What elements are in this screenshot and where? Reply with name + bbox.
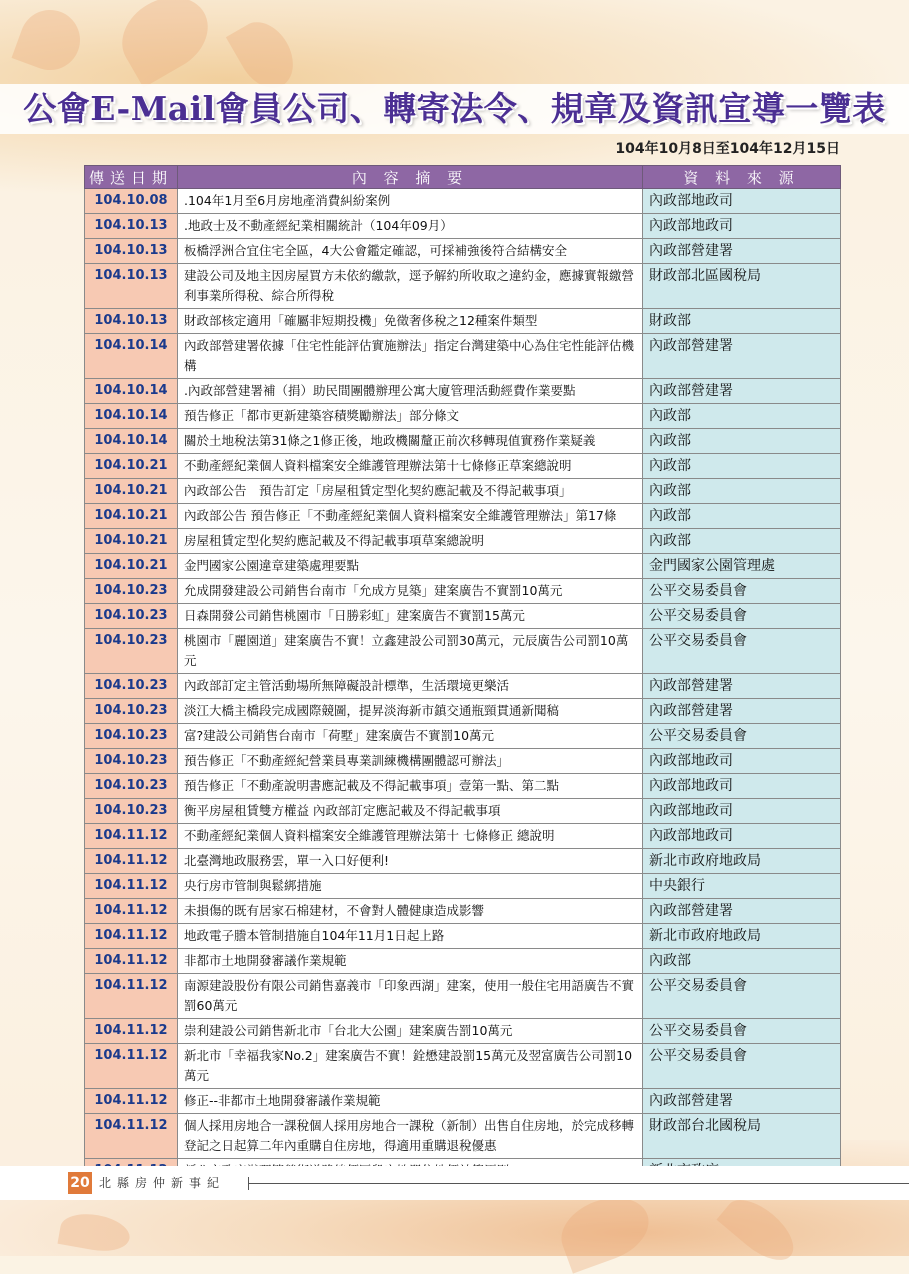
table-row xyxy=(85,874,841,899)
cell-date: 104.10.21 xyxy=(85,504,178,529)
table-row xyxy=(85,1089,841,1114)
cell-content: 新北市「幸福我家No.2」建案廣告不實！銓懋建設罰15萬元及翌富廣告公司罰10萬元 xyxy=(178,1044,643,1089)
cell-date: 104.10.13 xyxy=(85,264,178,309)
cell-source: 新北市政府地政局 xyxy=(643,924,841,949)
cell-source: 內政部地政司 xyxy=(643,799,841,824)
cell-content: .內政部營建署補（捐）助民間團體辦理公寓大廈管理活動經費作業要點 xyxy=(178,379,643,404)
table-row xyxy=(85,264,841,309)
cell-content: 不動產經紀業個人資料檔案安全維護管理辦法第十 七條修正 總說明 xyxy=(178,824,643,849)
table-row xyxy=(85,724,841,749)
cell-content: 房屋租賃定型化契約應記載及不得記載事項草案總說明 xyxy=(178,529,643,554)
cell-content: 內政部公告 預告修正「不動產經紀業個人資料檔案安全維護管理辦法」第17條 xyxy=(178,504,643,529)
bulletin-table xyxy=(84,165,841,1184)
cell-content: 崇利建設公司銷售新北市「台北大公園」建案廣告罰10萬元 xyxy=(178,1019,643,1044)
cell-source: 內政部 xyxy=(643,504,841,529)
table-row xyxy=(85,849,841,874)
cell-date: 104.11.12 xyxy=(85,1019,178,1044)
cell-source: 內政部地政司 xyxy=(643,824,841,849)
cell-content: 預告修正「不動產經紀營業員專業訓練機構團體認可辦法」 xyxy=(178,749,643,774)
cell-source: 公平交易委員會 xyxy=(643,1044,841,1089)
cell-source: 公平交易委員會 xyxy=(643,604,841,629)
cell-content: 建設公司及地主因房屋買方未依約繳款，逕予解約所收取之違約金，應據實報繳營利事業所得稅、綜合所得稅 xyxy=(178,264,643,309)
cell-date: 104.10.23 xyxy=(85,629,178,674)
cell-date: 104.11.12 xyxy=(85,1114,178,1159)
cell-content: 北臺灣地政服務雲，單一入口好便利! xyxy=(178,849,643,874)
table-row xyxy=(85,554,841,579)
cell-source: 新北市政府地政局 xyxy=(643,849,841,874)
cell-source: 內政部地政司 xyxy=(643,189,841,214)
cell-content: 富?建設公司銷售台南市「荷墅」建案廣告不實罰10萬元 xyxy=(178,724,643,749)
header-date: 傳送日期 xyxy=(85,166,178,189)
table-row xyxy=(85,774,841,799)
date-range: 104年10月8日至104年12月15日 xyxy=(615,141,840,157)
page-number: 20 xyxy=(68,1172,92,1194)
cell-source: 內政部地政司 xyxy=(643,774,841,799)
table-header-row xyxy=(85,166,841,189)
cell-date: 104.10.14 xyxy=(85,334,178,379)
cell-source: 公平交易委員會 xyxy=(643,579,841,604)
table-body xyxy=(85,189,841,1184)
cell-source: 公平交易委員會 xyxy=(643,724,841,749)
cell-date: 104.10.21 xyxy=(85,554,178,579)
table-row xyxy=(85,429,841,454)
cell-date: 104.11.12 xyxy=(85,974,178,1019)
cell-source: 公平交易委員會 xyxy=(643,1019,841,1044)
cell-content: 內政部訂定主管活動場所無障礙設計標準，生活環境更樂活 xyxy=(178,674,643,699)
cell-date: 104.10.21 xyxy=(85,479,178,504)
cell-source: 內政部 xyxy=(643,429,841,454)
cell-content: 允成開發建設公司銷售台南市「允成方見築」建案廣告不實罰10萬元 xyxy=(178,579,643,604)
table-row xyxy=(85,604,841,629)
table-row xyxy=(85,699,841,724)
table-row xyxy=(85,379,841,404)
cell-date: 104.11.12 xyxy=(85,899,178,924)
cell-source: 財政部 xyxy=(643,309,841,334)
cell-date: 104.10.23 xyxy=(85,604,178,629)
cell-source: 內政部營建署 xyxy=(643,699,841,724)
cell-source: 內政部營建署 xyxy=(643,899,841,924)
cell-content: 內政部營建署依據「住宅性能評估實施辦法」指定台灣建築中心為住宅性能評估機構 xyxy=(178,334,643,379)
cell-source: 金門國家公園管理處 xyxy=(643,554,841,579)
cell-date: 104.10.14 xyxy=(85,379,178,404)
table-row xyxy=(85,189,841,214)
cell-content: .104年1月至6月房地產消費糾紛案例 xyxy=(178,189,643,214)
cell-source: 內政部 xyxy=(643,949,841,974)
cell-content: 央行房市管制與鬆綁措施 xyxy=(178,874,643,899)
cell-source: 內政部營建署 xyxy=(643,1089,841,1114)
cell-date: 104.11.12 xyxy=(85,849,178,874)
table-row xyxy=(85,334,841,379)
cell-content: 淡江大橋主橋段完成國際競圖，提昇淡海新市鎮交通瓶頸貫通新聞稿 xyxy=(178,699,643,724)
table-row xyxy=(85,309,841,334)
cell-source: 財政部北區國稅局 xyxy=(643,264,841,309)
cell-source: 公平交易委員會 xyxy=(643,629,841,674)
cell-content: .地政士及不動產經紀業相關統計（104年09月） xyxy=(178,214,643,239)
cell-source: 內政部 xyxy=(643,529,841,554)
cell-source: 內政部營建署 xyxy=(643,334,841,379)
cell-date: 104.10.21 xyxy=(85,454,178,479)
cell-content: 衡平房屋租賃雙方權益 內政部訂定應記載及不得記載事項 xyxy=(178,799,643,824)
cell-content: 非都市土地開發審議作業規範 xyxy=(178,949,643,974)
table-row xyxy=(85,529,841,554)
cell-content: 預告修正「都市更新建築容積獎勵辦法」部分條文 xyxy=(178,404,643,429)
table-row xyxy=(85,974,841,1019)
table-row xyxy=(85,1044,841,1089)
cell-content: 內政部公告 預告訂定「房屋租賃定型化契約應記載及不得記載事項」 xyxy=(178,479,643,504)
cell-date: 104.11.12 xyxy=(85,824,178,849)
cell-source: 內政部營建署 xyxy=(643,674,841,699)
cell-content: 板橋浮洲合宜住宅全區，4大公會鑑定確認，可採補強後符合結構安全 xyxy=(178,239,643,264)
table-row xyxy=(85,799,841,824)
table-row xyxy=(85,1114,841,1159)
table-row xyxy=(85,749,841,774)
table-row xyxy=(85,454,841,479)
cell-source: 內政部 xyxy=(643,404,841,429)
cell-source: 財政部台北國稅局 xyxy=(643,1114,841,1159)
cell-date: 104.10.14 xyxy=(85,404,178,429)
cell-content: 財政部核定適用「確屬非短期投機」免徵奢侈稅之12種案件類型 xyxy=(178,309,643,334)
cell-source: 公平交易委員會 xyxy=(643,974,841,1019)
cell-source: 內政部地政司 xyxy=(643,214,841,239)
table-row xyxy=(85,404,841,429)
cell-content: 日森開發公司銷售桃園市「日勝彩虹」建案廣告不實罰15萬元 xyxy=(178,604,643,629)
cell-date: 104.10.08 xyxy=(85,189,178,214)
cell-content: 不動產經紀業個人資料檔案安全維護管理辦法第十七條修正草案總說明 xyxy=(178,454,643,479)
cell-date: 104.10.14 xyxy=(85,429,178,454)
cell-date: 104.10.13 xyxy=(85,214,178,239)
publication-name: 北縣房仲新事紀 xyxy=(99,1176,226,1190)
cell-date: 104.11.12 xyxy=(85,924,178,949)
cell-date: 104.11.12 xyxy=(85,1044,178,1089)
cell-content: 關於土地稅法第31條之1修正後，地政機關釐正前次移轉現值實務作業疑義 xyxy=(178,429,643,454)
cell-content: 預告修正「不動產說明書應記載及不得記載事項」壹第一點、第二點 xyxy=(178,774,643,799)
cell-source: 內政部營建署 xyxy=(643,379,841,404)
cell-source: 內政部地政司 xyxy=(643,749,841,774)
cell-source: 內政部 xyxy=(643,479,841,504)
table-row xyxy=(85,949,841,974)
table-row xyxy=(85,899,841,924)
cell-content: 金門國家公園違章建築處理要點 xyxy=(178,554,643,579)
page-title: 公會E-Mail會員公司、轉寄法令、規章及資訊宣導一覽表 xyxy=(23,89,886,128)
cell-date: 104.10.13 xyxy=(85,239,178,264)
table-row xyxy=(85,504,841,529)
table-row xyxy=(85,629,841,674)
cell-content: 地政電子謄本管制措施自104年11月1日起上路 xyxy=(178,924,643,949)
cell-date: 104.10.23 xyxy=(85,749,178,774)
cell-date: 104.11.12 xyxy=(85,949,178,974)
cell-content: 修正--非都市土地開發審議作業規範 xyxy=(178,1089,643,1114)
cell-date: 104.10.23 xyxy=(85,774,178,799)
table-row xyxy=(85,479,841,504)
cell-source: 內政部 xyxy=(643,454,841,479)
footer-divider xyxy=(248,1183,909,1184)
table-row xyxy=(85,824,841,849)
table-row xyxy=(85,924,841,949)
cell-source: 中央銀行 xyxy=(643,874,841,899)
cell-content: 南源建設股份有限公司銷售嘉義市「印象西湖」建案，使用一般住宅用語廣告不實罰60萬元 xyxy=(178,974,643,1019)
table-row xyxy=(85,674,841,699)
header-content: 內 容 摘 要 xyxy=(178,166,643,189)
cell-date: 104.10.23 xyxy=(85,579,178,604)
cell-content: 桃園市「麗園道」建案廣告不實！立鑫建設公司罰30萬元，元辰廣告公司罰10萬元 xyxy=(178,629,643,674)
cell-date: 104.11.12 xyxy=(85,874,178,899)
table-row xyxy=(85,214,841,239)
cell-date: 104.10.23 xyxy=(85,699,178,724)
cell-date: 104.10.23 xyxy=(85,674,178,699)
table-row xyxy=(85,1019,841,1044)
cell-content: 個人採用房地合一課稅個人採用房地合一課稅（新制）出售自住房地，於完成移轉登記之日起算二年內重購自住房地，得適用重購退稅優惠 xyxy=(178,1114,643,1159)
cell-date: 104.10.13 xyxy=(85,309,178,334)
table-row xyxy=(85,239,841,264)
cell-date: 104.10.21 xyxy=(85,529,178,554)
cell-date: 104.10.23 xyxy=(85,724,178,749)
cell-content: 未損傷的既有居家石棉建材，不會對人體健康造成影響 xyxy=(178,899,643,924)
table-row xyxy=(85,579,841,604)
cell-source: 內政部營建署 xyxy=(643,239,841,264)
header-source: 資 料 來 源 xyxy=(643,166,841,189)
cell-date: 104.11.12 xyxy=(85,1089,178,1114)
cell-date: 104.10.23 xyxy=(85,799,178,824)
